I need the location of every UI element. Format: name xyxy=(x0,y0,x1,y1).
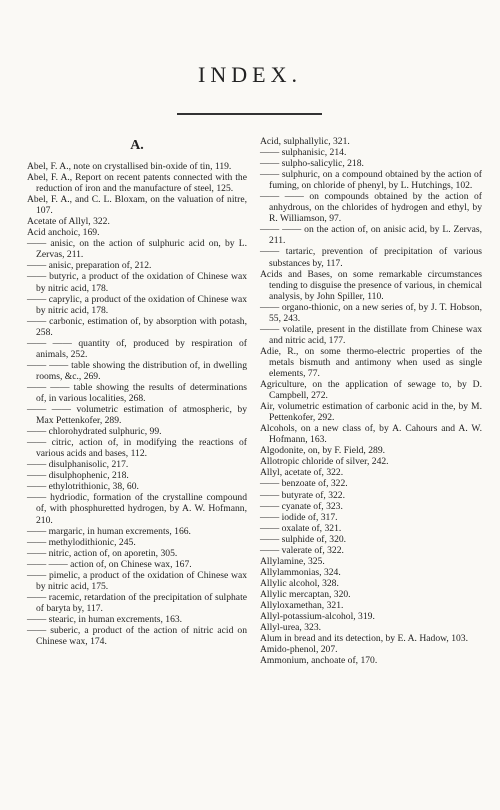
index-entry: —— sulpho-salicylic, 218. xyxy=(260,158,364,170)
index-entry: —— nitric, action of, on aporetin, 305. xyxy=(27,547,178,559)
index-entry: Allyloxamethan, 321. xyxy=(260,599,344,611)
index-entry: —— volatile, present in the distillate from Chinese wax and nitric acid, 177. xyxy=(260,323,482,346)
index-entry: Abel, F. A., Report on recent patents connected with the reduction of iron and the manufacture of steel, 125. xyxy=(27,172,247,195)
index-entry: Abel, F. A., note on crystallised bin-oxide of tin, 119. xyxy=(27,161,232,172)
index-entry: Allylammonias, 324. xyxy=(260,566,341,578)
index-entry: —— disulphanisolic, 217. xyxy=(27,459,129,471)
index-entry: Allyl-urea, 323. xyxy=(260,622,322,634)
index-entry: —— —— table showing the results of determinations of, in various localities, 268. xyxy=(27,381,247,404)
index-entry: Allyl-potassium-alcohol, 319. xyxy=(260,611,375,623)
index-entry: Air, volumetric estimation of carbonic acid in the, by M. Pettenkofer, 292. xyxy=(260,401,482,424)
index-entry: Acids and Bases, on some remarkable circumstances tending to disguise the presence of various, in chemical analysis, by John Spiller, 110. xyxy=(260,268,482,302)
title-rule xyxy=(177,113,322,115)
index-entry: —— citric, action of, in modifying the reactions of various acids and bases, 112. xyxy=(27,437,247,460)
index-entry: —— chlorohydrated sulphuric, 99. xyxy=(27,426,162,438)
index-entry: —— hydriodic, formation of the crystalline compound of, with phosphuretted hydrogen, by A. W. Hofmann, 210. xyxy=(27,492,247,526)
index-entry: —— sulphide of, 320. xyxy=(260,533,347,545)
index-entry: Alum in bread and its detection, by E. A. Hadow, 103. xyxy=(260,633,469,645)
index-entry: Alcohols, on a new class of, by A. Cahours and A. W. Hofmann, 163. xyxy=(260,423,482,446)
index-entry: Algodonite, on, by F. Field, 289. xyxy=(260,445,386,457)
index-entry: Allylic mercaptan, 320. xyxy=(260,588,351,600)
index-entry: Allylic alcohol, 328. xyxy=(260,577,339,589)
index-entry: —— carbonic, estimation of, by absorption with potash, 258. xyxy=(27,315,247,338)
index-entry: —— benzoate of, 322. xyxy=(260,478,348,490)
index-entry: —— —— action of, on Chinese wax, 167. xyxy=(27,558,192,570)
index-entry: Abel, F. A., and C. L. Bloxam, on the valuation of nitre, 107. xyxy=(27,194,247,217)
index-entry: —— tartaric, prevention of precipitation of various substances by, 117. xyxy=(260,246,482,269)
index-entry: —— butyric, a product of the oxidation of Chinese wax by nitric acid, 178. xyxy=(27,271,247,294)
index-entry: Amido-phenol, 207. xyxy=(260,644,338,656)
index-entry: Acid, sulphallylic, 321. xyxy=(260,136,350,147)
left-entry-list xyxy=(27,161,247,647)
index-entry: Adie, R., on some thermo-electric properties of the metals bismuth and antimony when used as single elements, 77. xyxy=(260,345,482,379)
page-title: INDEX. xyxy=(198,62,302,87)
index-entry: Ammonium, anchoate of, 170. xyxy=(260,655,378,667)
index-entry: —— sulphanisic, 214. xyxy=(260,147,347,159)
index-entry: Allotropic chloride of silver, 242. xyxy=(260,456,389,468)
index-entry: —— iodide of, 317. xyxy=(260,511,338,523)
index-entry: Allylamine, 325. xyxy=(260,555,325,567)
index-entry: —— sulphuric, on a compound obtained by the action of fuming, on chloride of phenyl, by L. Hutchings, 102. xyxy=(260,169,482,192)
left-column xyxy=(27,133,247,647)
right-entry-list xyxy=(260,136,482,666)
index-entry: —— —— volumetric estimation of atmospheric, by Max Pettenkofer, 289. xyxy=(27,404,247,427)
index-entry: —— ethylotrithionic, 38, 60. xyxy=(27,481,139,493)
index-entry: —— stearic, in human excrements, 163. xyxy=(27,613,183,625)
index-entry: —— oxalate of, 321. xyxy=(260,522,342,534)
index-entry: Acetate of Allyl, 322. xyxy=(27,216,110,228)
index-entry: —— butyrate of, 322. xyxy=(260,489,345,501)
right-column xyxy=(260,136,482,666)
index-entry: Agriculture, on the application of sewage to, by D. Campbell, 272. xyxy=(260,379,482,402)
index-entry: —— suberic, a product of the action of nitric acid on Chinese wax, 174. xyxy=(27,624,247,648)
index-entry: —— margaric, in human excrements, 166. xyxy=(27,525,191,537)
index-entry: —— —— on the action of, on anisic acid, by L. Zervas, 211. xyxy=(260,224,482,247)
index-entry: —— —— on compounds obtained by the action of anhydrous, on the chlorides of hydrogen and ethyl, by R. Williamson, 97. xyxy=(260,191,482,225)
index-entry: —— valerate of, 322. xyxy=(260,544,344,556)
index-entry: Allyl, acetate of, 322. xyxy=(260,467,344,479)
index-entry: —— disulphophenic, 218. xyxy=(27,470,129,482)
index-entry: —— anisic, on the action of sulphuric acid on, by L. Zervas, 211. xyxy=(27,238,247,261)
index-entry: —— racemic, retardation of the precipitation of sulphate of baryta by, 117. xyxy=(27,591,247,614)
index-entry: —— organo-thionic, on a new series of, by J. T. Hobson, 55, 243. xyxy=(260,301,482,324)
index-entry: —— caprylic, a product of the oxidation of Chinese wax by nitric acid, 178. xyxy=(27,293,247,316)
index-entry: —— —— table showing the distribution of, in dwelling rooms, &c., 269. xyxy=(27,359,247,382)
index-entry: Acid anchoic, 169. xyxy=(27,227,100,239)
index-entry: —— —— quantity of, produced by respiration of animals, 252. xyxy=(27,337,247,360)
index-entry: —— pimelic, a product of the oxidation of Chinese wax by nitric acid, 175. xyxy=(27,569,247,592)
index-entry: —— methylodithionic, 245. xyxy=(27,536,136,548)
index-entry: —— cyanate of, 323. xyxy=(260,500,343,512)
section-letter: A. xyxy=(130,138,144,153)
index-entry: —— anisic, preparation of, 212. xyxy=(27,260,152,272)
